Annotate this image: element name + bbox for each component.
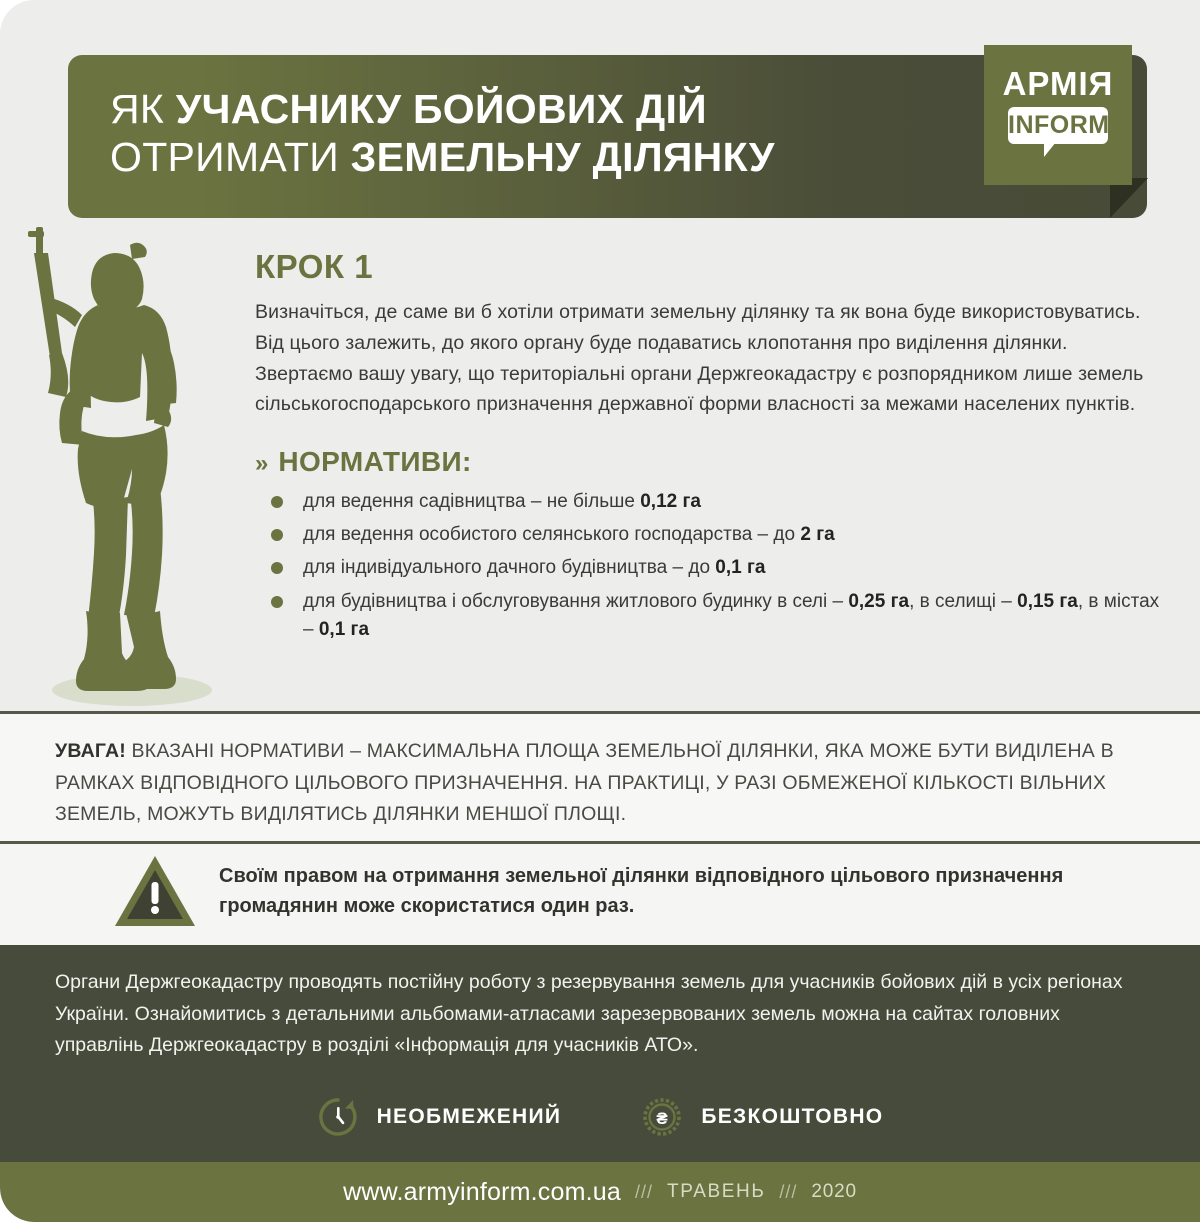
step-title: КРОК 1 [255, 248, 374, 285]
attention-body: ВКАЗАНІ НОРМАТИВИ – МАКСИМАЛЬНА ПЛОЩА ЗЕМЕЛЬНОЇ ДІЛЯНКИ, ЯКА МОЖЕ БУТИ ВИДІЛЕНА В РАМКАХ ВІДПОВІДНОГО ЦІЛЬОВОГО ПРИЗНАЧЕННЯ. НА ПРАКТИЦІ, У РАЗІ ОБМЕЖЕНОЇ КІЛЬКОСТІ ВІЛЬНИХ ЗЕМЕЛЬ, МОЖУТЬ ВИДІЛЯТИСЬ ДІЛЯНКИ МЕНШОЇ ПЛОЩІ. [55, 740, 1114, 826]
title-line1-light: ЯК [110, 86, 176, 132]
website-url[interactable]: www.armyinform.com.ua [343, 1177, 621, 1206]
norm-value: 0,12 га [640, 491, 701, 513]
publication-month: ТРАВЕНЬ [666, 1181, 766, 1202]
list-item [263, 588, 1160, 644]
separator-2: /// [779, 1181, 798, 1202]
bullet-icon [271, 562, 283, 574]
clock-refresh-icon [317, 1096, 359, 1138]
step-content [255, 250, 1160, 649]
norm-text: для ведення особистого селянського господарства – до [303, 524, 801, 546]
norm-mid: , в селищі – [909, 590, 1018, 612]
armyinform-logo[interactable] [984, 45, 1132, 185]
badge-unlimited-label: НЕОБМЕЖЕНИЙ [376, 1105, 562, 1128]
badges-row [0, 1084, 1200, 1150]
dark-section [0, 945, 1200, 1162]
warning-triangle-icon [113, 854, 197, 930]
badge-free [641, 1096, 883, 1138]
attention-text [55, 736, 1150, 831]
list-item [263, 488, 1160, 516]
soldier-silhouette-icon [10, 205, 240, 715]
norm-value: 0,25 га [848, 590, 910, 612]
norm-mid-2: , в містах – [303, 590, 1160, 640]
norm-value-2: 0,15 га [1017, 590, 1078, 612]
badge-unlimited [317, 1096, 562, 1138]
list-item [263, 554, 1160, 582]
attention-section [0, 714, 1200, 841]
norms-heading [255, 446, 1160, 478]
title-line2-light: ОТРИМАТИ [110, 134, 351, 181]
norms-title: НОРМАТИВИ: [278, 446, 472, 478]
warning-section [0, 844, 1200, 945]
logo-inform-text: INFORM [1008, 111, 1110, 139]
publication-year: 2020 [811, 1181, 857, 1202]
title-line1-bold: УЧАСНИКУ БОЙОВИХ ДІЙ [175, 86, 707, 132]
bullet-icon [271, 529, 283, 541]
bullet-icon [271, 496, 283, 508]
separator-1: /// [634, 1181, 653, 1202]
attention-label: УВАГА! [55, 740, 126, 762]
norm-text: для ведення садівництва – не більше [303, 491, 641, 513]
norm-value: 0,1 га [715, 557, 766, 579]
page-title [110, 85, 940, 182]
svg-text:₴: ₴ [656, 1109, 668, 1128]
warning-text: Своїм правом на отримання земельної ділянки відповідного цільового призначення громадянин може скористатися один раз. [219, 865, 1064, 917]
title-line2-bold: ЗЕМЕЛЬНУ ДІЛЯНКУ [350, 134, 775, 181]
footer [0, 1162, 1200, 1222]
logo-inform-bubble [1008, 107, 1108, 144]
chevron-double-right-icon: » [255, 450, 269, 478]
header [0, 0, 1200, 232]
step-body-text: Визначіться, де саме ви б хотіли отримати земельну ділянку та як вона буде використовуватись. Від цього залежить, до якого органу буде подаватись клопотання про виділення ділянки. Звертаємо вашу увагу, що територіальні органи Держгеокадастру є розпорядником лише земель сільськогосподарського призначення державної форми власності за межами населених пунктів. [255, 301, 1144, 416]
logo-armia-text: АРМІЯ [1002, 65, 1114, 102]
norm-value: 2 га [800, 524, 835, 546]
hryvnia-coin-icon [641, 1096, 683, 1138]
badge-free-label: БЕЗКОШТОВНО [701, 1105, 884, 1128]
dark-section-text: Органи Держгеокадастру проводять постійну роботу з резервування земель для учасників бойових дій в усіх регіонах України. Ознайомитись з детальними альбомами-атласами зарезервованих земель можна на сайтах головних управлінь Держгеокадастру в розділі «Інформація для учасників АТО». [55, 971, 1123, 1057]
logo-bubble-tail [1044, 142, 1056, 157]
list-item [263, 521, 1160, 549]
norm-value-3: 0,1 га [318, 618, 370, 640]
bullet-icon [271, 596, 283, 608]
norm-text: для будівництва і обслуговування житлового будинку в селі – [303, 590, 849, 612]
norms-list [255, 488, 1160, 644]
norm-text: для індивідуального дачного будівництва – до [303, 557, 716, 579]
